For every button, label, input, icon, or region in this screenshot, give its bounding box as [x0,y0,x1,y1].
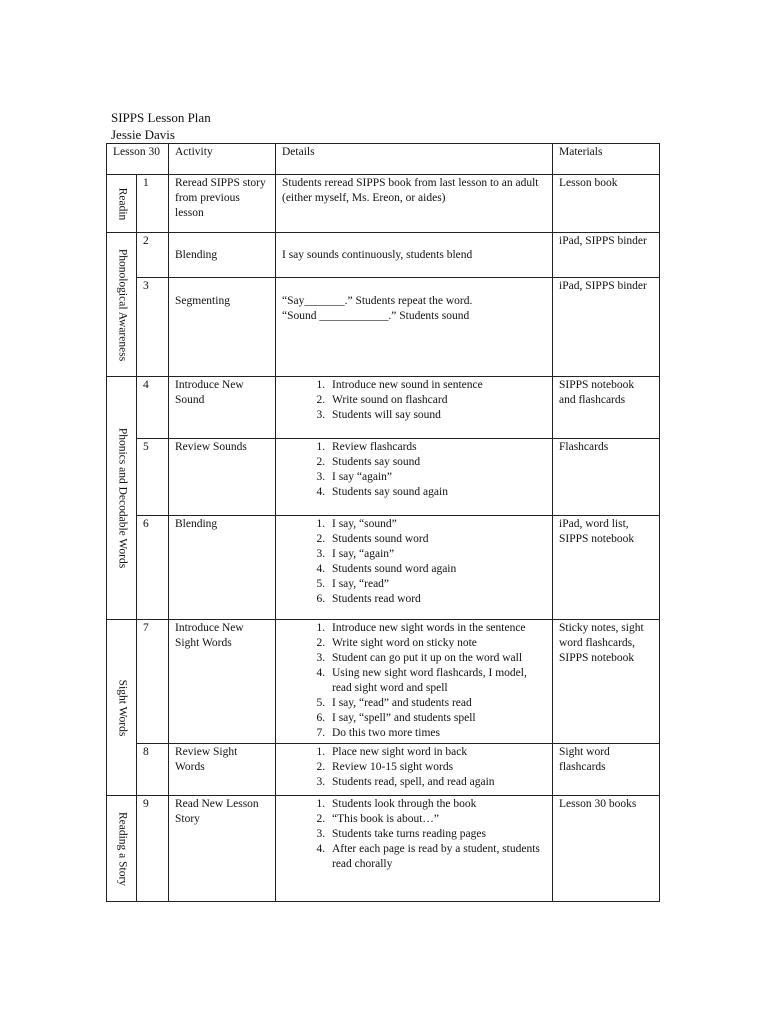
activity-cell: Introduce New Sight Words [169,620,276,744]
section-readin [107,175,137,233]
details-list [282,517,546,607]
list-item: 2. Students say sound [328,455,546,470]
section-phonics-and-decodable-words [107,377,137,620]
table-row [107,796,660,902]
details-cell [276,796,553,902]
list-item: 1. Introduce new sight words in the sentence [328,621,546,636]
section-label: Sight Words [116,679,128,736]
materials-cell: Flashcards [553,439,660,516]
section-label: Phonics and Decodable Words [116,427,128,569]
materials-cell: iPad, SIPPS binder [553,278,660,377]
row-number: 9 [137,796,169,902]
row-number: 1 [137,175,169,233]
list-item: 6. I say, “spell” and students spell [328,711,546,726]
list-item: 4. After each page is read by a student, students read chorally [328,842,546,872]
list-item: 4. Students sound word again [328,562,546,577]
header-lesson: Lesson 30 [107,144,169,175]
activity-cell: Reread SIPPS story from previous lesson [169,175,276,233]
list-item: 1. Review flashcards [328,440,546,455]
table-row [107,278,660,377]
section-label: Phonological Awareness [116,248,128,361]
header-details: Details [276,144,553,175]
table-row [107,439,660,516]
details-cell [276,377,553,439]
activity-cell: Review Sounds [169,439,276,516]
materials-cell: Sight word flashcards [553,744,660,796]
row-number: 3 [137,278,169,377]
list-item: 2. “This book is about…” [328,812,546,827]
materials-cell: Sticky notes, sight word flashcards, SIPPS notebook [553,620,660,744]
row-number: 2 [137,233,169,278]
table-row [107,175,660,233]
details-list [282,378,546,423]
details-cell: I say sounds continuously, students blend [276,233,553,278]
list-item: 2. Write sight word on sticky note [328,636,546,651]
list-item: 3. I say “again” [328,470,546,485]
list-item: 3. Students will say sound [328,408,546,423]
list-item: 3. Student can go put it up on the word wall [328,651,546,666]
table-row [107,744,660,796]
list-item: 3. I say, “again” [328,547,546,562]
section-phonological-awareness [107,233,137,377]
list-item: 5. I say, “read” [328,577,546,592]
table-row [107,233,660,278]
row-number: 4 [137,377,169,439]
page-title: SIPPS Lesson Plan [111,110,211,125]
list-item: 1. I say, “sound” [328,517,546,532]
list-item: 3. Students read, spell, and read again [328,775,546,790]
activity-cell: Blending [169,516,276,620]
activity-cell: Blending [169,233,276,278]
list-item: 6. Students read word [328,592,546,607]
materials-cell: Lesson book [553,175,660,233]
details-cell [276,439,553,516]
details-cell [276,278,553,377]
list-item: 1. Place new sight word in back [328,745,546,760]
activity-cell: Review Sight Words [169,744,276,796]
activity-cell: Read New Lesson Story [169,796,276,902]
list-item: 2. Students sound word [328,532,546,547]
details-cell [276,516,553,620]
materials-cell: Lesson 30 books [553,796,660,902]
details-list [282,621,546,741]
table-header-row [107,144,660,175]
details-list [282,440,546,500]
section-reading-a-story [107,796,137,902]
list-item: 4. Students say sound again [328,485,546,500]
list-item: 1. Students look through the book [328,797,546,812]
author-name: Jessie Davis [111,127,175,142]
row-number: 5 [137,439,169,516]
list-item: 3. Students take turns reading pages [328,827,546,842]
details-list [282,745,546,790]
list-item: 1. Introduce new sound in sentence [328,378,546,393]
header-activity: Activity [169,144,276,175]
section-label: Reading a Story [116,811,128,886]
table-row [107,620,660,744]
details-line: “Sound ____________.” Students sound [282,310,470,322]
list-item: 4. Using new sight word flashcards, I model, read sight word and spell [328,666,546,696]
activity-cell: Introduce New Sound [169,377,276,439]
table-row [107,516,660,620]
materials-cell: iPad, SIPPS binder [553,233,660,278]
details-cell [276,744,553,796]
list-item: 2. Write sound on flashcard [328,393,546,408]
details-cell [276,620,553,744]
row-number: 8 [137,744,169,796]
materials-cell: iPad, word list, SIPPS notebook [553,516,660,620]
header-materials: Materials [553,144,660,175]
details-list [282,797,546,872]
row-number: 7 [137,620,169,744]
list-item: 2. Review 10-15 sight words [328,760,546,775]
lesson-plan-table [106,143,660,902]
activity-cell: Segmenting [169,278,276,377]
list-item: 5. I say, “read” and students read [328,696,546,711]
details-line: “Say_______.” Students repeat the word. [282,295,473,307]
materials-cell: SIPPS notebook and flashcards [553,377,660,439]
section-label: Readin [116,187,128,220]
list-item: 7. Do this two more times [328,726,546,741]
details-cell: Students reread SIPPS book from last lesson to an adult (either myself, Ms. Ereon, or aides) [276,175,553,233]
table-row [107,377,660,439]
section-sight-words [107,620,137,796]
row-number: 6 [137,516,169,620]
